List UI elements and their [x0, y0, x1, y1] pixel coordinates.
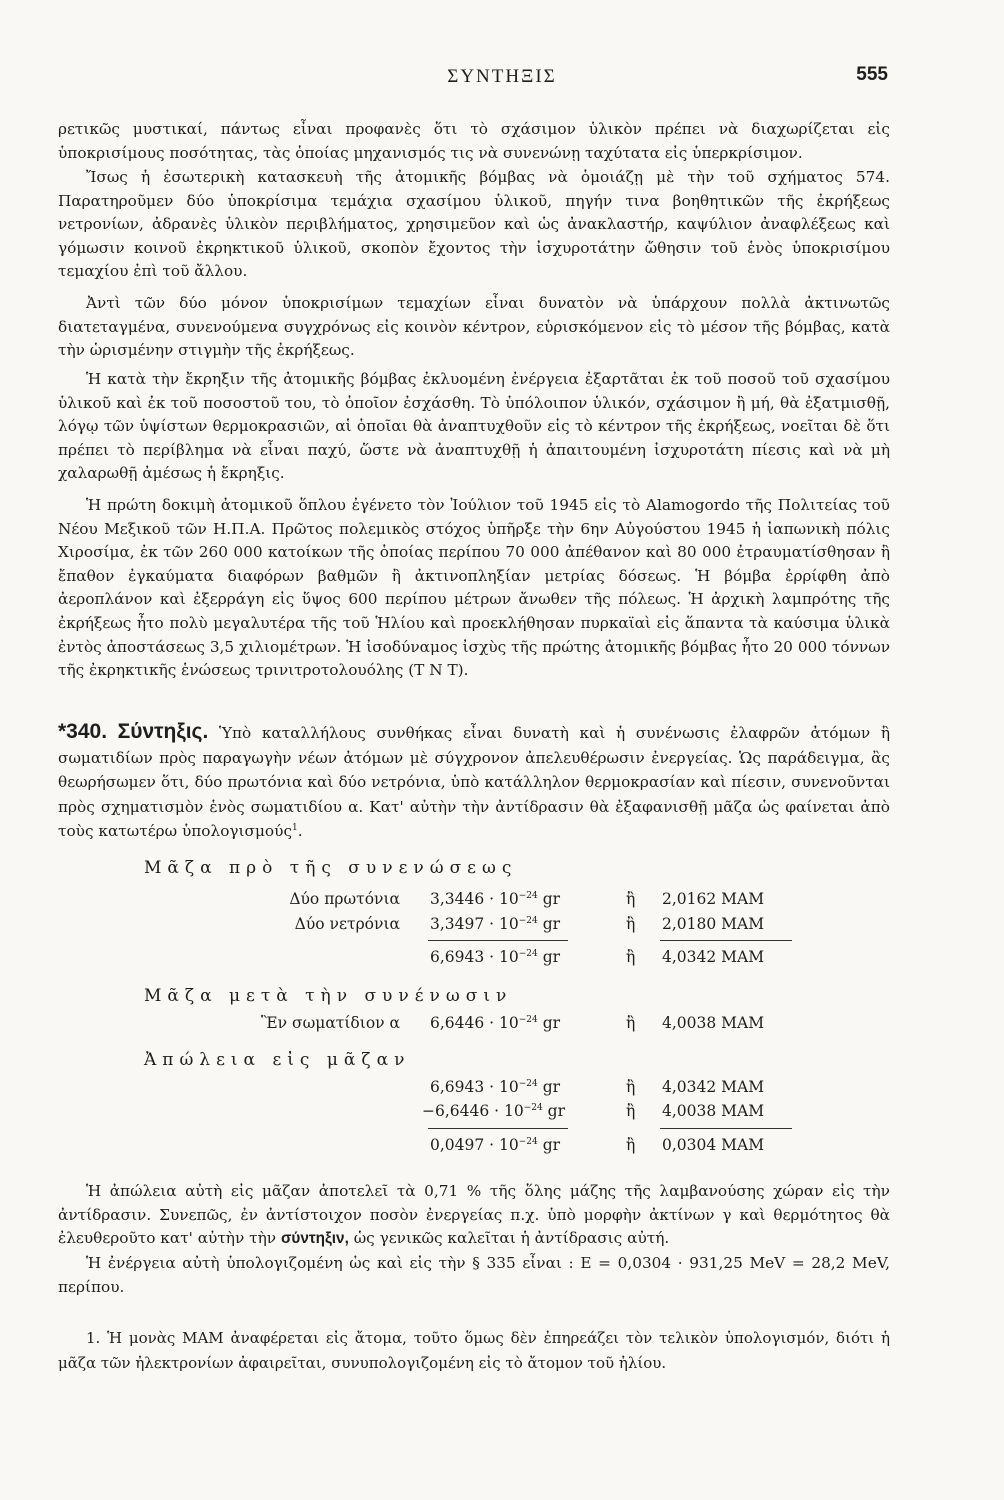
calc-row-mam: 4,0038 MAM	[662, 1102, 765, 1120]
result-line	[428, 1128, 568, 1129]
calc-row	[0, 1014, 1004, 1040]
calc-row-mam: 4,0342 MAM	[662, 948, 765, 966]
calc-row-mam: 0,0304 MAM	[662, 1136, 765, 1154]
calc-or: ἢ	[626, 948, 636, 966]
page-number: 555	[856, 64, 888, 85]
paragraph-5: Ἡ πρώτη δοκιμὴ ἀτομικοῦ ὅπλου ἐγένετο τὸν Ἰούλιον τοῦ 1945 εἰς τὸ Alamogordo τῆς Πολιτείας τοῦ Νέου Μεξικοῦ τῶν Η.Π.Α. Πρῶτος πολεμικὸς στόχος ὑπῆρξε τὴν 6ην Αὐγούστου 1945 ἡ ἰαπωνικὴ πόλις Χιροσίμα, ἐκ τῶν 260 000 κατοίκων τῆς ὁποίας περίπου 70 000 ἀπέθανον καὶ 80 000 ἐτραυματίσθησαν ἢ ἔπαθον ἐγκαύματα διαφόρων βαθμῶν ἢ ἀκτινοπληξίαν μετρίας δόσεως. Ἡ βόμβα ἐρρίφθη ἀπὸ ἀεροπλάνον καὶ ἐξερράγη εἰς ὕψος 600 περίπου μέτρων ἄνωθεν τῆς πόλεως. Ἡ ἀρχικὴ λαμπρότης τῆς ἐκρήξεως ἦτο πολὺ μεγαλυτέρα τῆς τοῦ Ἡλίου καὶ προεκλήθησαν πυρκαϊαὶ εἰς ἅπαντα τὰ καύσιμα ὑλικὰ ἐντὸς ἀποστάσεως 3,5 χιλιομέτρων. Ἡ ἰσοδύναμος ἰσχὺς τῆς πρώτης ἀτομικῆς βόμβας ἦτο 20 000 τόννων τῆς ἐκρηκτικῆς ἑνώσεως τρινιτροτολουόλης (T N T).	[58, 496, 890, 680]
calc-row-name: Ἓν σωματίδιον α	[260, 1014, 400, 1032]
calc-or: ἢ	[626, 915, 636, 933]
sum-line	[660, 940, 792, 941]
section-number: *340.	[58, 720, 108, 743]
calc-row-value: $0,0497 \cdot 10^{-24}$ gr	[430, 1136, 561, 1154]
closing-text: Ἡ ἀπώλεια αὐτὴ εἰς μᾶζαν ἀποτελεῖ τὰ 0,71 % τῆς ὅλης μάζης τῆς λαμβανούσης χώραν εἰς τὴν ἀντίδρασιν. Συνεπῶς, ἐν ἀντίστοιχον ποσὸν ἐνεργείας π.χ. ὑπὸ μορφὴν ἀκτίνων γ καὶ θερμότητος θὰ ἐλευθεροῦτο κατ' αὐτὴν τὴν	[58, 1182, 890, 1248]
calc-row-mam: 2,0162 MAM	[662, 890, 765, 908]
calc-row-name: Δύο πρωτόνια	[289, 890, 400, 908]
term-syntixis: σύντηξιν,	[280, 1230, 349, 1248]
label-mass-before: Μᾶζα πρὸ τῆς συνενώσεως	[144, 858, 518, 878]
running-header: ΣΥΝΤΗΞΙΣ	[447, 66, 557, 87]
calc-row-value: $-6,6446 \cdot 10^{-24}$ gr	[422, 1102, 566, 1120]
calc-row-value: $3,3446 \cdot 10^{-24}$ gr	[430, 890, 561, 908]
calc-row-value: $6,6943 \cdot 10^{-24}$ gr	[430, 948, 561, 966]
calc-or: ἢ	[626, 1102, 636, 1120]
closing-text-end: ὡς γενικῶς καλεῖται ἡ ἀντίδρασις αὐτή.	[353, 1229, 670, 1248]
calc-row-value: $3,3497 \cdot 10^{-24}$ gr	[430, 915, 561, 933]
paragraph-1: ρετικῶς μυστικαί, πάντως εἶναι προφανὲς ὅτι τὸ σχάσιμον ὑλικὸν πρέπει νὰ διαχωρίζεται εἰς ὑποκρισίμους ποσότητας, τὰς ὁποίας μηχανισμός τις νὰ συνενώνῃ ταχύτατα εἰς ὑπερκρίσιμον.	[58, 120, 890, 162]
closing-paragraph-2: Ἡ ἐνέργεια αὐτὴ ὑπολογιζομένη ὡς καὶ εἰς τὴν § 335 εἶναι : E = 0,0304 · 931,25 MeV = 28,2 MeV, περίπου.	[58, 1254, 890, 1296]
calc-row	[0, 1102, 1004, 1128]
closing-paragraph-1	[58, 1180, 890, 1251]
footnote-mark: 1	[292, 823, 298, 834]
calc-or: ἢ	[626, 1078, 636, 1096]
calc-result-row	[0, 1136, 1004, 1162]
calc-row-mam: 2,0180 MAM	[662, 915, 765, 933]
calc-row	[0, 890, 1004, 916]
calc-row-value: $6,6446 \cdot 10^{-24}$ gr	[430, 1014, 561, 1032]
calc-row-value: $6,6943 \cdot 10^{-24}$ gr	[430, 1078, 561, 1096]
calc-row-mam: 4,0342 MAM	[662, 1078, 765, 1096]
section-text: Ὑπὸ καταλλήλους συνθήκας εἶναι δυνατὴ καὶ ἡ συνένωσις ἐλαφρῶν ἀτόμων ἢ σωματιδίων πρὸς παραγωγὴν νέων ἀτόμων μὲ σύγχρονον ἀπελευθέρωσιν ἐνεργείας. Ὡς παράδειγμα, ἂς θεωρήσωμεν ὅτι, δύο πρωτόνια καὶ δύο νετρόνια, ὑπὸ κατάλληλον θερμοκρασίαν καὶ πίεσιν, συνενοῦνται πρὸς σχηματισμὸν ἑνὸς σωματιδίου α. Κατ' αὐτὴν τὴν ἀντίδρασιν θὰ ἐξαφανισθῇ μᾶζα ὡς φαίνεται ἀπὸ τοὺς κατωτέρω ὑπολογισμούς	[58, 724, 890, 841]
section-340	[58, 720, 890, 844]
section-title: Σύντηξις.	[117, 720, 209, 743]
section-text-end: .	[297, 822, 303, 841]
paragraph-4: Ἡ κατὰ τὴν ἔκρηξιν τῆς ἀτομικῆς βόμβας ἐκλυομένη ἐνέργεια ἐξαρτᾶται ἐκ τοῦ ποσοῦ τοῦ σχασίμου ὑλικοῦ καὶ ἐκ τοῦ ποσοστοῦ του, τὸ ὁποῖον ἐσχάσθη. Τὸ ὑπόλοιπον ὑλικόν, σχάσιμον ἢ μή, θὰ ἐξατμισθῇ, λόγῳ τῶν ὑψίστων θερμοκρασιῶν, αἱ ὁποῖαι θὰ ἀναπτυχθοῦν εἰς τὸ κέντρον τῆς ἐκρήξεως, νοεῖται δὲ ὅτι πρέπει τὸ περίβλημα νὰ εἶναι παχύ, ὥστε νὰ ἀναπτυχθῇ ἡ ἀπαιτουμένη ἰσχυροτάτη πίεσις καὶ νὰ μὴ χαλαρωθῇ ἀμέσως ἡ ἔκρηξις.	[58, 370, 890, 483]
calc-sum-row	[0, 948, 1004, 974]
result-line	[660, 1128, 792, 1129]
calc-row	[0, 1078, 1004, 1104]
paragraph-2: Ἴσως ἡ ἐσωτερικὴ κατασκευὴ τῆς ἀτομικῆς βόμβας νὰ ὁμοιάζῃ μὲ τὴν τοῦ σχήματος 574. Παρατηροῦμεν δύο ὑποκρίσιμα τεμάχια σχασίμου ὑλικοῦ, πηγήν τινα βοηθητικῶν τῆς ἐκρήξεως νετρονίων, ἀδρανὲς ὑλικὸν περιβλήματος, χρησιμεῦον καὶ ὡς ἀνακλαστήρ, καψύλιον ἀναφλέξεως καὶ γόμωσιν κοινοῦ ἐκρηκτικοῦ ὑλικοῦ, σκοπὸν ἔχοντος τὴν ἰσχυροτάτην ὤθησιν τοῦ ἑνὸς ὑποκρισίμου τεμαχίου ἐπὶ τοῦ ἄλλου.	[58, 168, 890, 281]
calc-or: ἢ	[626, 890, 636, 908]
calc-or: ἢ	[626, 1014, 636, 1032]
calc-row	[0, 915, 1004, 941]
calc-row-mam: 4,0038 MAM	[662, 1014, 765, 1032]
label-mass-after: Μᾶζα μετὰ τὴν συνένωσιν	[144, 986, 513, 1006]
sum-line	[428, 940, 568, 941]
footnote: 1. Ἡ μονὰς MAM ἀναφέρεται εἰς ἄτομα, τοῦτο ὅμως δὲν ἐπηρεάζει τὸν τελικὸν ὑπολογισμόν, διότι ἡ μᾶζα τῶν ἠλεκτρονίων ἀφαιρεῖται, συνυπολογιζομένη εἰς τὸ ἄτομον τοῦ ἡλίου.	[58, 1329, 890, 1372]
paragraph-3: Ἀντὶ τῶν δύο μόνον ὑποκρισίμων τεμαχίων εἶναι δυνατὸν νὰ ὑπάρχουν πολλὰ ἀκτινωτῶς διατεταγμένα, συνενούμενα συγχρόνως εἰς κοινὸν κέντρον, εὑρισκόμενον εἰς τὸ μέσον τῆς βόμβας, κατὰ τὴν ὡρισμένην στιγμὴν τῆς ἐκρήξεως.	[58, 294, 890, 360]
calc-or: ἢ	[626, 1136, 636, 1154]
calc-row-name: Δύο νετρόνια	[294, 915, 400, 933]
label-mass-loss: Ἀπώλεια εἰς μᾶζαν	[144, 1050, 411, 1070]
